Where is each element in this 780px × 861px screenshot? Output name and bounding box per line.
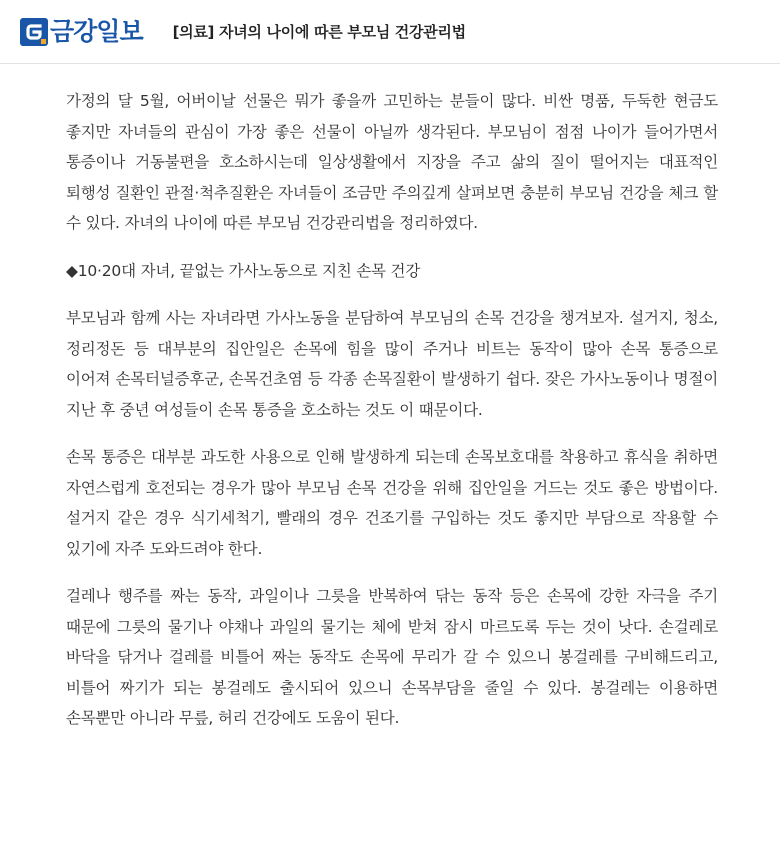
- article-paragraph: 걸레나 행주를 짜는 동작, 과일이나 그릇을 반복하여 닦는 동작 등은 손목에 강한 자극을 주기 때문에 그릇의 물기나 야채나 과일의 물기는 체에 받쳐 잠시 마르도록 두는 것이 낫다. 손걸레로 바닥을 닦거나 걸레를 비틀어 짜는 동작도 손목에 무리가 갈 수 있으니 봉걸레를 구비해드리고, 비틀어 짜기가 되는 봉걸레도 출시되어 있으니 손목부담을 줄일 수 있다. 봉걸레는 이용하면 손목뿐만 아니라 무릎, 허리 건강에도 도움이 된다.: [66, 587, 718, 727]
- site-header: [0, 0, 780, 64]
- article-paragraph: 가정의 달 5월, 어버이날 선물은 뭐가 좋을까 고민하는 분들이 많다. 비싼 명품, 두둑한 현금도 좋지만 자녀들의 관심이 가장 좋은 선물이 아닐까 생각된다. 부모님이 점점 나이가 들어가면서 통증이나 거동불편을 호소하시는데 일상생활에서 지장을 주고 삶의 질이 떨어지는 대표적인 퇴행성 질환인 관절·척추질환은 자녀들이 조금만 주의깊게 살펴보면 충분히 부모님 건강을 체크 할 수 있다. 자녀의 나이에 따른 부모님 건강관리법을 정리하였다.: [66, 92, 718, 232]
- site-logo[interactable]: [20, 12, 143, 52]
- logo-text: 금강일보: [50, 17, 143, 46]
- article-body: [0, 64, 780, 734]
- g-logo-icon: [20, 18, 48, 46]
- article-subheading: ◆10·20대 자녀, 끝없는 가사노동으로 지친 손목 건강: [66, 261, 421, 280]
- article-paragraph: 부모님과 함께 사는 자녀라면 가사노동을 분담하여 부모님의 손목 건강을 챙겨보자. 설거지, 청소, 정리정돈 등 대부분의 집안일은 손목에 힘을 많이 주거나 비트는 동작이 많아 손목 통증으로 이어져 손목터널증후군, 손목건초염 등 각종 손목질환이 발생하기 쉽다. 잦은 가사노동이나 명절이 지난 후 중년 여성들이 손목 통증을 호소하는 것도 이 때문이다.: [66, 309, 718, 419]
- page-title: [의료] 자녀의 나이에 따른 부모님 건강관리법: [172, 23, 466, 41]
- article-paragraph: 손목 통증은 대부분 과도한 사용으로 인해 발생하게 되는데 손목보호대를 착용하고 휴식을 취하면 자연스럽게 호전되는 경우가 많아 부모님 손목 건강을 위해 집안일을 거드는 것도 좋은 방법이다. 설거지 같은 경우 식기세척기, 빨래의 경우 건조기를 구입하는 것도 좋지만 부담으로 작용할 수 있기에 자주 도와드려야 한다.: [66, 448, 718, 558]
